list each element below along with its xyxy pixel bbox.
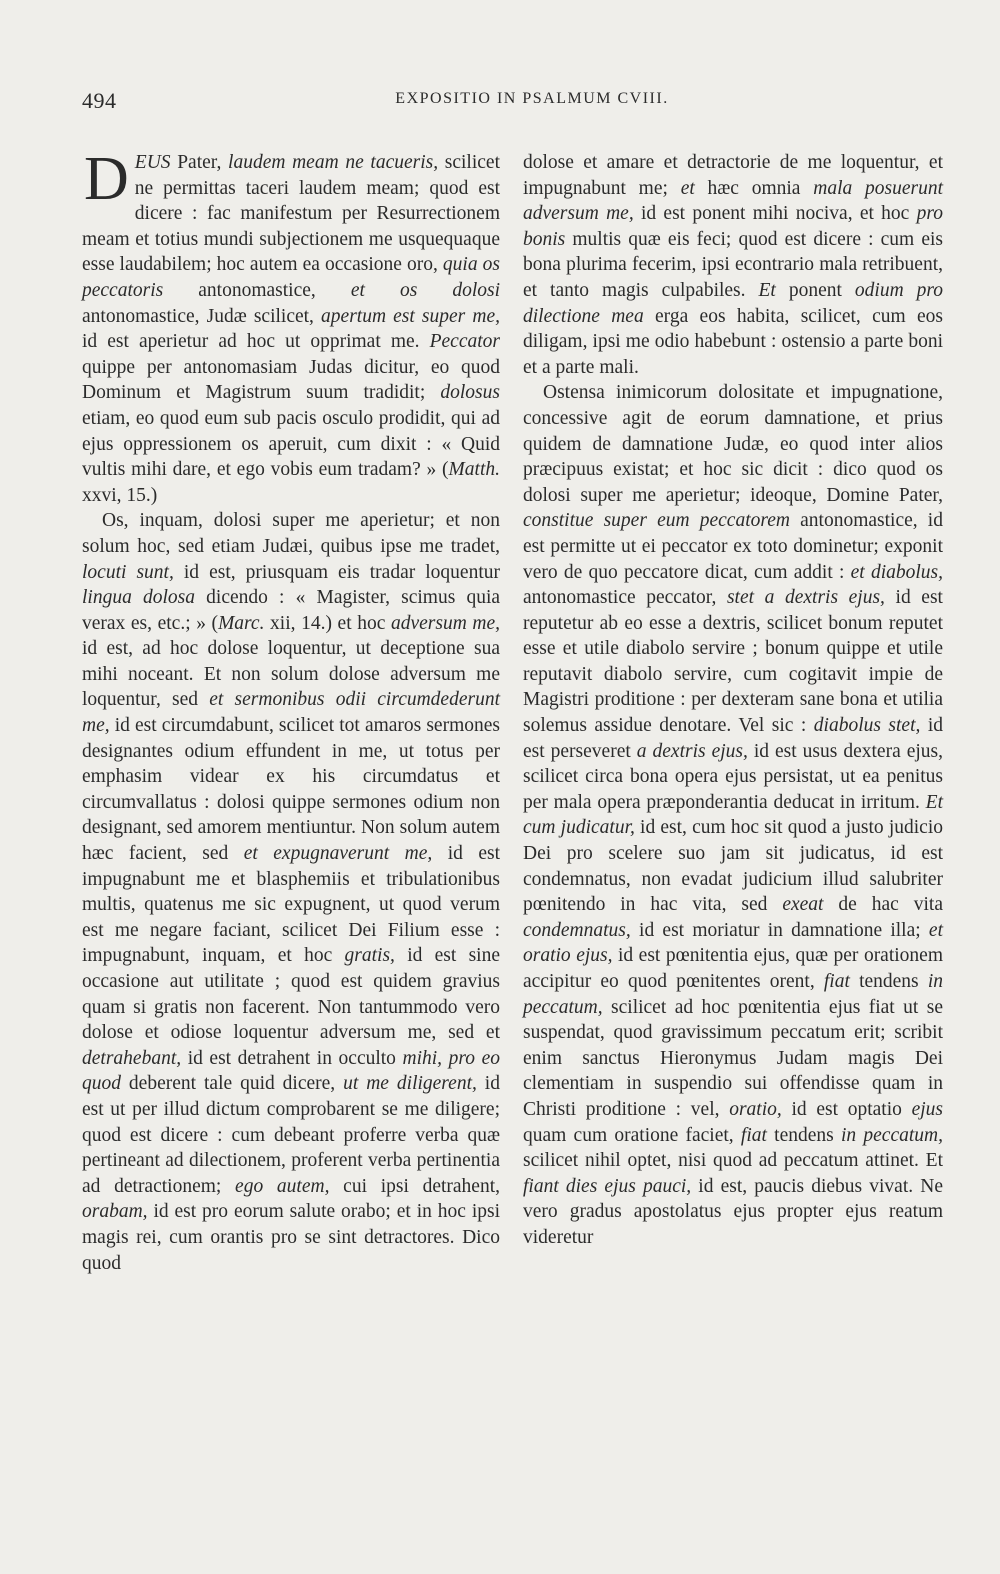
italic-text-run: constitue super eum peccatorem — [523, 510, 790, 532]
text-run: antonomastice peccator, — [523, 587, 727, 609]
text-run: id est sine occasione aut utilitate ; quod est quidem gravius quam si gratis non facerent. Non tantummodo vero dolose et odiose loquentur adversum me, sed et — [82, 945, 500, 1044]
italic-text-run: stet a dextris ejus, — [726, 587, 885, 609]
text-run: id est reputetur ab eo esse a dextris, scilicet bonum reputet esse et utile diabolo servire ; bonum quippe et utile reputavit diabolo servire, cum cogitavit impie de Magistri proditione : per dexteram sane bona et utilia solemus assidue denotare. Vel sic : — [523, 587, 943, 737]
text-run: deberent tale quid dicere, — [121, 1073, 344, 1095]
italic-text-run: gratis, — [344, 945, 395, 967]
italic-text-run: locuti sunt, — [82, 561, 174, 583]
italic-text-run: diabolus stet, — [813, 715, 921, 737]
italic-text-run: condemnatus, — [523, 919, 631, 941]
left-paragraph-1-text — [82, 145, 500, 506]
text-run: id est, paucis diebus vivat. Ne vero gradus apostolatus ejus propter ejus reatum videretur — [523, 1175, 943, 1248]
text-run: tendens — [766, 1124, 841, 1146]
italic-text-run: fiant dies ejus pauci, — [523, 1175, 692, 1197]
text-run: cui ipsi detrahent, — [329, 1175, 501, 1197]
italic-text-run: mihi, pro eo quod — [82, 1047, 500, 1095]
text-run: erga eos habita, scilicet, cum eos diligam, ipsi me odio habebunt : ostensio a parte boni et a parte mali. — [523, 305, 943, 378]
text-run: Ostensa inimicorum dolositate et impugnatione, concessive agit de eorum damnatione, et prius quidem de damnatione Judæ, eo quod inter alios præcipuus existat; et hoc sic dicit : dico quod os dolosi super me aperietur; ideoque, Domine Pater, — [523, 382, 943, 506]
text-run: id est ut per illud dictum comprobarent se me diligere; quod est dicere : cum debeant proferre verba quæ pertineant ad dilectionem, proferent verba pertinentia ad detractionem; — [82, 1073, 500, 1197]
text-run: id est circumdabunt, scilicet tot amaros sermones designantes odium effundent in me, ut totus per emphasim videar ex his circumdatus et circumvallatus : dolosi quippe sermones odium non designant, sed amorem mentiuntur. Non solum autem hæc facient, sed — [82, 715, 500, 865]
page-header — [82, 88, 948, 118]
left-paragraph-2 — [82, 508, 500, 1276]
text-run: de hac vita — [823, 894, 943, 916]
drop-cap: D — [84, 145, 129, 213]
italic-text-run: et diabolus, — [850, 561, 943, 583]
text-run: xii, 14.) et hoc — [264, 612, 391, 634]
italic-text-run: adversum me, — [390, 612, 501, 634]
right-paragraph-2 — [523, 380, 943, 1250]
text-run: scilicet ad hoc pœnitentia ejus fiat ut se suspendat, quod gravissimum peccatum erit; scribit enim sanctus Hieronymus Judam magis Dei clementiam in suspendio sui offendisse quam in Christi proditione : vel, — [523, 996, 943, 1120]
italic-text-run: mala posuerunt adversum me, — [523, 177, 944, 225]
right-paragraph-2-text — [523, 382, 943, 1248]
italic-text-run: in peccatum, — [523, 971, 943, 1018]
italic-text-run: Et cum judicatur, — [523, 791, 943, 839]
text-run: antonomastice, id est permitte ut ei peccator ex toto dominetur; exponit vero de quo peccatore dicat, cum addit : — [523, 510, 943, 583]
text-run: id est pro eorum salute orabo; et in hoc ipsi magis rei, cum orantis pro se sint detractores. Dico quod — [82, 1201, 500, 1274]
text-run: Pater, — [170, 152, 229, 173]
italic-text-run: Marc. — [218, 612, 265, 634]
text-run: id est moriatur in damnatione illa; — [630, 919, 929, 941]
left-paragraph-1 — [82, 145, 500, 508]
right-paragraph-1-text — [523, 152, 943, 378]
italic-text-run: Peccator — [429, 331, 500, 353]
italic-text-run: ego autem, — [235, 1175, 330, 1197]
right-paragraph-1 — [523, 150, 943, 380]
text-run: id est detrahent in occulto — [181, 1047, 403, 1069]
left-column — [82, 145, 501, 1276]
text-run: ponent — [775, 279, 855, 301]
text-run: quippe per antonomasiam Judas dicitur, eo quod Dominum et Magistrum suum tradidit; — [82, 356, 500, 404]
text-run: id est pœnitentia ejus, quæ per orationem accipitur eo quod pœnitentes orent, — [523, 945, 943, 992]
italic-text-run: fiat — [740, 1124, 767, 1146]
right-column — [523, 150, 943, 1251]
text-run: multis quæ eis feci; quod est dicere : cum eis bona plurima fecerim, ipsi econtrario mala retribuent, et tanto magis culpabiles. — [523, 228, 943, 301]
text-run: id est optatio — [781, 1098, 912, 1120]
text-run: id est aperietur ad hoc ut opprimat me. — [82, 331, 430, 353]
text-run: hæc omnia — [694, 177, 814, 199]
italic-text-run: et — [680, 177, 695, 199]
text-run: Os, inquam, dolosi super me aperietur; et non solum hoc, sed etiam Judæi, quibus ipse me tradet, — [82, 510, 500, 557]
italic-text-run: a dextris ejus, — [636, 740, 748, 762]
italic-text-run: EUS — [134, 152, 171, 173]
page-number: 494 — [82, 88, 117, 113]
italic-text-run: ut me diligerent, — [343, 1073, 477, 1095]
text-run: dicendo : « Magister, scimus quia verax es, etc.; » ( — [82, 587, 501, 634]
italic-text-run: et oratio ejus, — [523, 919, 943, 967]
italic-text-run: oratio, — [729, 1098, 782, 1120]
italic-text-run: ejus — [911, 1098, 943, 1120]
text-run: scilicet ne permittas taceri laudem meam; quod est dicere : fac manifestum per Resurrectionem meam et totius mundi subjectionem me usquequaque esse laudabilem; hoc autem ea occasione oro, — [82, 152, 500, 276]
text-run: antonomastice, Judæ scilicet, — [82, 305, 322, 327]
italic-text-run: apertum est super me, — [321, 305, 500, 327]
text-run: etiam, eo quod eum sub pacis osculo prodidit, qui ad ejus oppressionem os aperuit, cum dixit : « Quid vultis mihi dare, et ego vobis eum tradam? » ( — [82, 407, 500, 481]
text-run: xxvi, 15.) — [82, 484, 158, 506]
text-run: id est, cum hoc sit quod a justo judicio Dei pro scelere suo jam sit judicatus, id est condemnatus, non evadat judicium illud salubriter pœnitendo in hac vita, sed — [523, 817, 944, 916]
italic-text-run: Matth. — [448, 459, 500, 481]
italic-text-run: et os dolosi — [350, 279, 500, 301]
text-run: scilicet nihil optet, nisi quod ad peccatum attinet. Et — [523, 1150, 943, 1172]
italic-text-run: orabam, — [82, 1201, 148, 1223]
text-run: id est ponent mihi nociva, et hoc — [633, 203, 917, 225]
text-run: id est usus dextera ejus, scilicet circa bona opera ejus persistat, ut ea penitus per mala opera præponderantia deducat in irritum. — [523, 740, 944, 813]
text-run: id est impugnabunt me et blasphemiis et tribulationibus multis, quatenus me sic expugnent, ut quod verum est me negare faciant, scilicet Dei Filium esse : impugnabunt, inquam, et hoc — [82, 843, 500, 967]
italic-text-run: et expugnaverunt me, — [243, 843, 433, 865]
italic-text-run: exeat — [782, 894, 824, 916]
italic-text-run: dolosus — [440, 382, 500, 404]
left-paragraph-2-text — [82, 510, 500, 1273]
italic-text-run: detrahebant, — [82, 1047, 182, 1069]
text-run: dolose et amare et detractorie de me loquentur, et impugnabunt me; — [523, 152, 943, 199]
text-run: quam cum oratione faciet, — [523, 1124, 741, 1146]
italic-text-run: lingua dolosa — [82, 587, 196, 609]
italic-text-run: Et — [758, 279, 776, 301]
italic-text-run: in peccatum, — [840, 1124, 943, 1146]
italic-text-run: et sermonibus odii circumdederunt me, — [82, 689, 500, 737]
italic-text-run: pro bonis — [523, 203, 943, 250]
text-run: id est, priusquam eis tradar loquentur — [173, 561, 500, 583]
text-run: antonomastice, — [163, 279, 351, 301]
italic-text-run: odium pro dilectione mea — [523, 279, 944, 327]
italic-text-run: laudem meam ne tacueris, — [228, 152, 439, 173]
text-run: tendens — [849, 971, 928, 992]
text-run: id est, ad hoc dolose loquentur, ut deceptione sua mihi noceant. Et non solum dolose adversum me loquentur, sed — [82, 638, 500, 711]
running-title: EXPOSITIO IN PSALMUM CVIII. — [395, 90, 669, 107]
italic-text-run: quia os peccatoris — [82, 254, 500, 301]
text-run: id est perseveret — [523, 715, 943, 762]
italic-text-run: fiat — [823, 971, 850, 992]
